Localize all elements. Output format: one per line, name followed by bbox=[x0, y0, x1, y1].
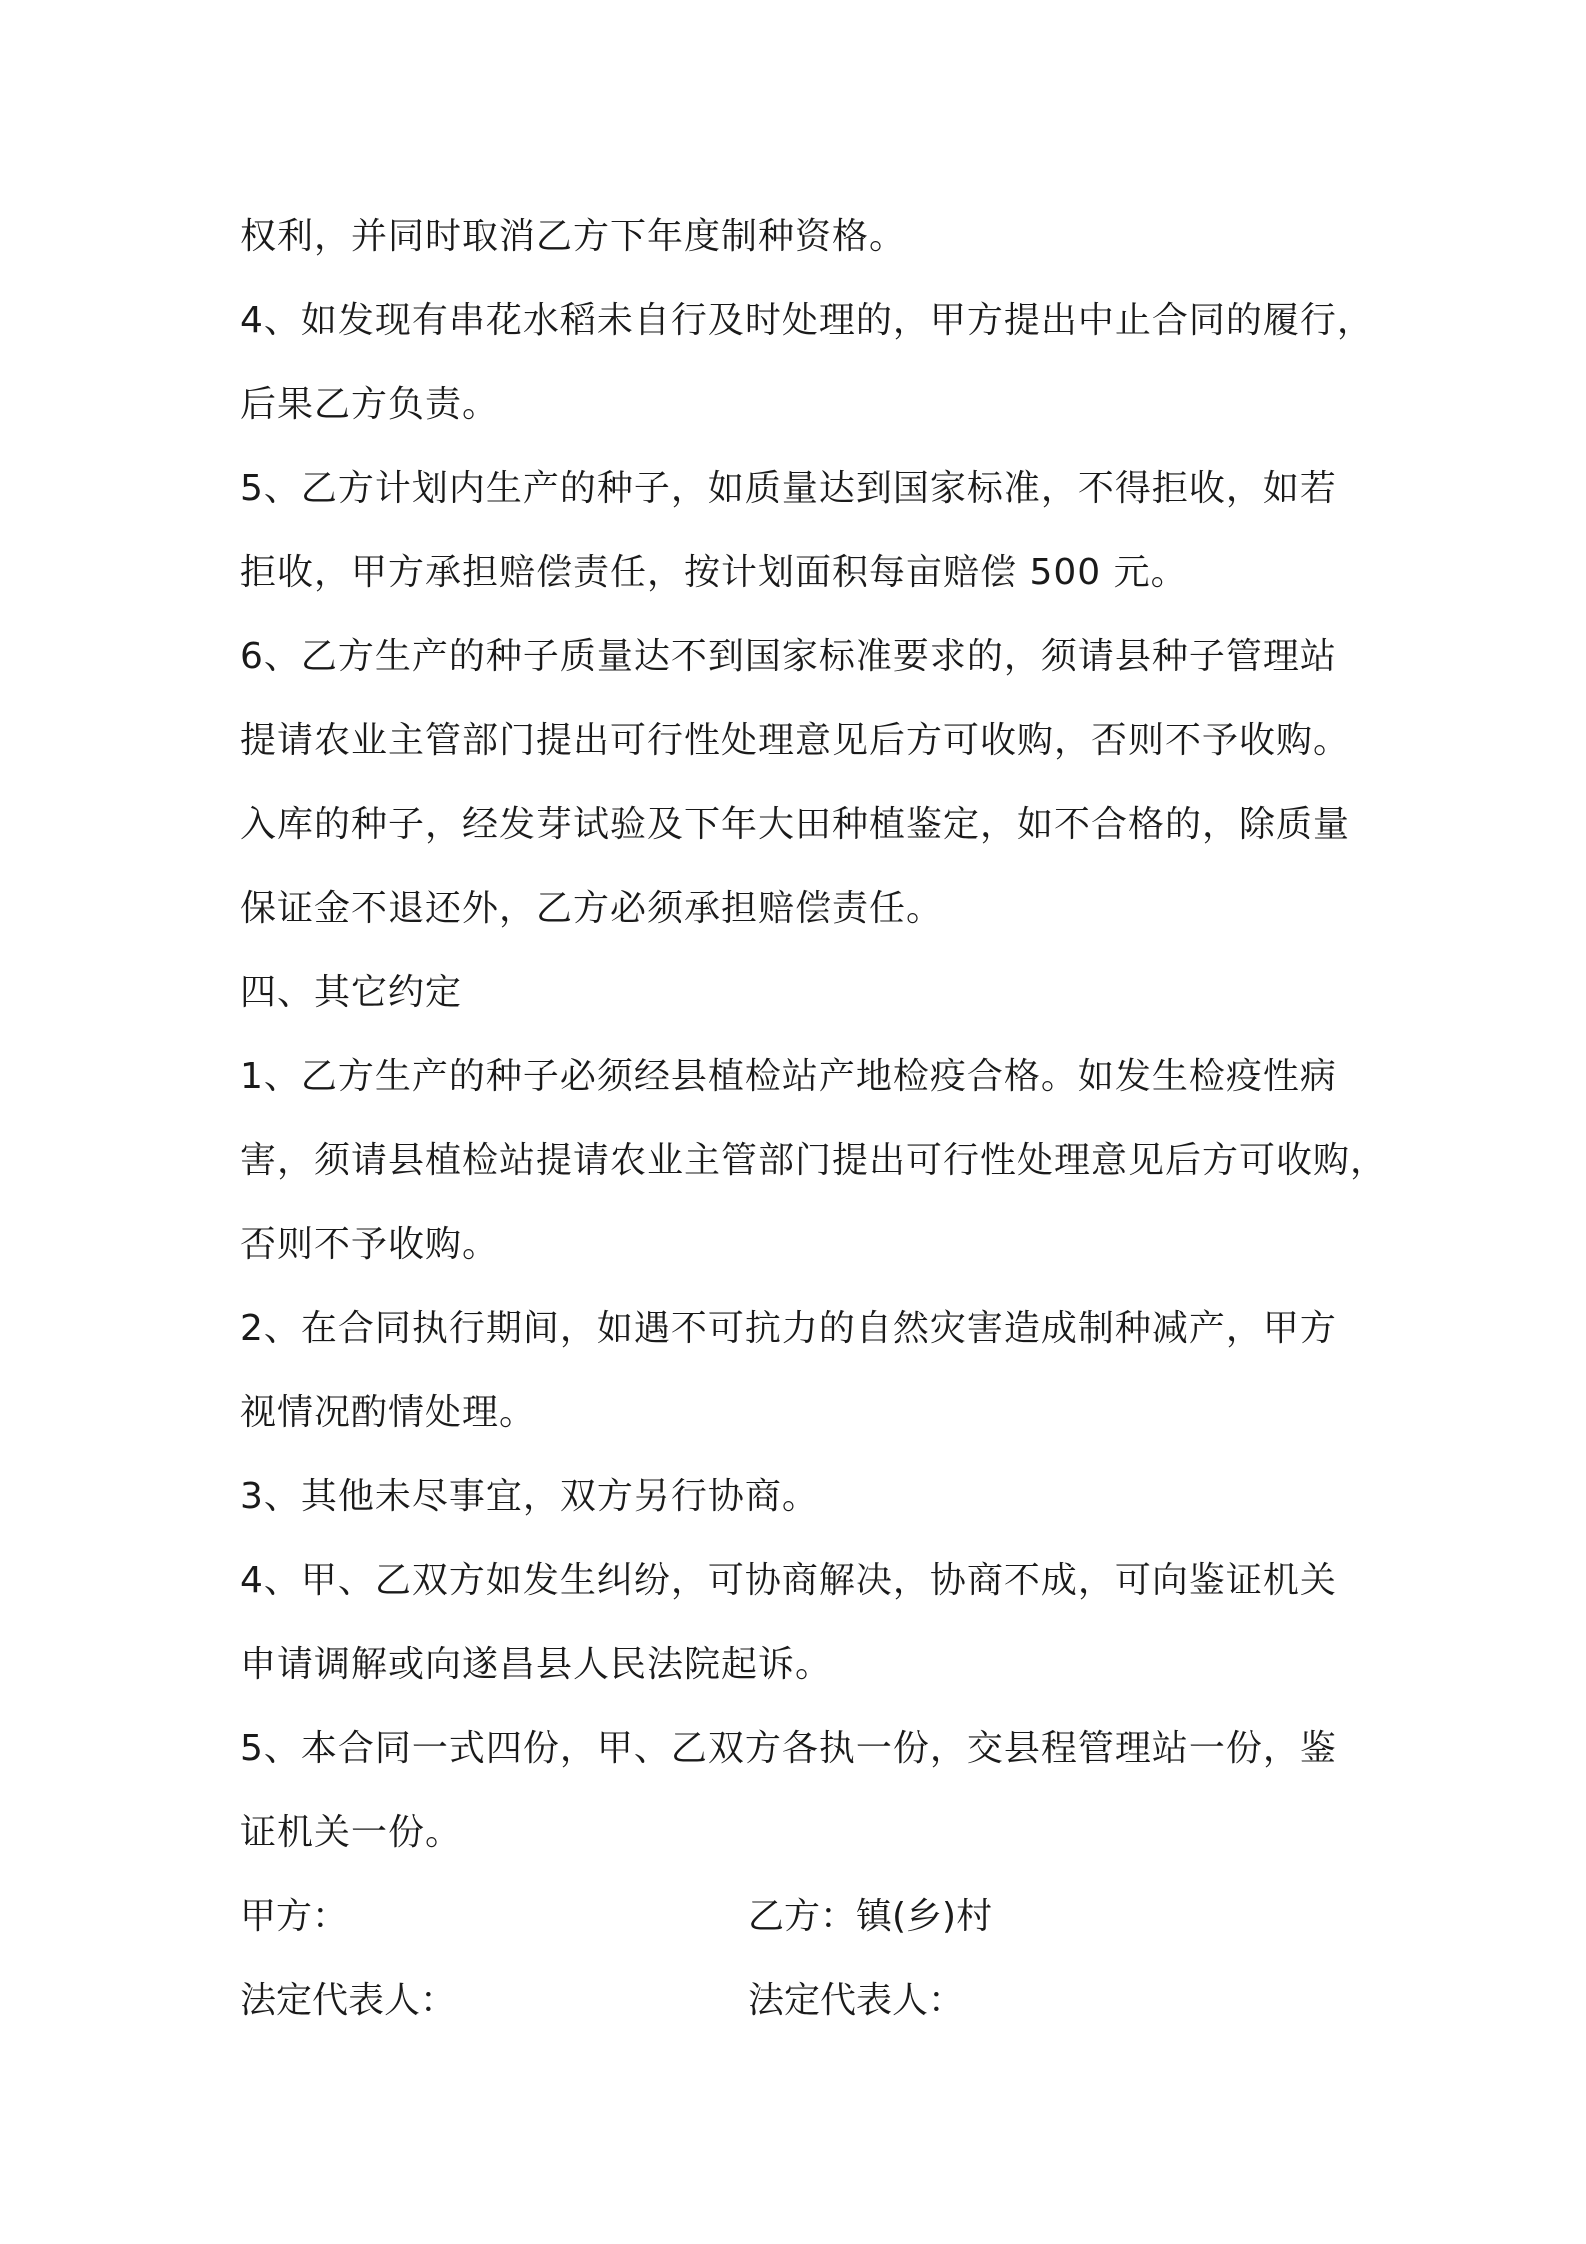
text-line: 4、如发现有串花水稻未自行及时处理的，甲方提出中止合同的履行， bbox=[240, 300, 1374, 341]
text-line: 否则不予收购。 bbox=[240, 1224, 500, 1265]
rep-b-label: 法定代表人： bbox=[748, 1980, 965, 2021]
text-line: 提请农业主管部门提出可行性处理意见后方可收购，否则不予收购。 bbox=[240, 720, 1351, 761]
text-line: 权利，并同时取消乙方下年度制种资格。 bbox=[240, 216, 907, 257]
contract-body bbox=[240, 195, 1388, 2043]
party-b-label: 乙方：镇(乡)村 bbox=[748, 1896, 993, 1937]
text-line: 1、乙方生产的种子必须经县植检站产地检疫合格。如发生检疫性病 bbox=[240, 1056, 1337, 1097]
text-line: 3、其他未尽事宜，双方另行协商。 bbox=[240, 1476, 819, 1517]
signature-row-parties bbox=[240, 1875, 1380, 1959]
text-line: 入库的种子，经发芽试验及下年大田种植鉴定，如不合格的，除质量 bbox=[240, 804, 1351, 845]
signature-row-representatives bbox=[240, 1959, 1380, 2043]
text-line: 视情况酌情处理。 bbox=[240, 1392, 537, 1433]
text-line: 6、乙方生产的种子质量达不到国家标准要求的，须请县种子管理站 bbox=[240, 636, 1337, 677]
text-line: 后果乙方负责。 bbox=[240, 384, 500, 425]
text-line: 4、甲、乙双方如发生纠纷，可协商解决，协商不成，可向鉴证机关 bbox=[240, 1560, 1337, 1601]
party-a-label: 甲方： bbox=[240, 1896, 349, 1937]
text-line: 害，须请县植检站提请农业主管部门提出可行性处理意见后方可收购， bbox=[240, 1140, 1388, 1181]
text-line: 保证金不退还外，乙方必须承担赔偿责任。 bbox=[240, 888, 944, 929]
text-line: 申请调解或向遂昌县人民法院起诉。 bbox=[240, 1644, 833, 1685]
text-line: 5、乙方计划内生产的种子，如质量达到国家标准，不得拒收，如若 bbox=[240, 468, 1337, 509]
rep-a-label: 法定代表人： bbox=[240, 1980, 457, 2021]
text-line: 拒收，甲方承担赔偿责任，按计划面积每亩赔偿 500 元。 bbox=[240, 552, 1188, 593]
text-line: 2、在合同执行期间，如遇不可抗力的自然灾害造成制种减产，甲方 bbox=[240, 1308, 1337, 1349]
text-line: 5、本合同一式四份，甲、乙双方各执一份，交县程管理站一份，鉴 bbox=[240, 1728, 1337, 1769]
section-heading: 四、其它约定 bbox=[240, 972, 463, 1013]
text-line: 证机关一份。 bbox=[240, 1812, 463, 1853]
